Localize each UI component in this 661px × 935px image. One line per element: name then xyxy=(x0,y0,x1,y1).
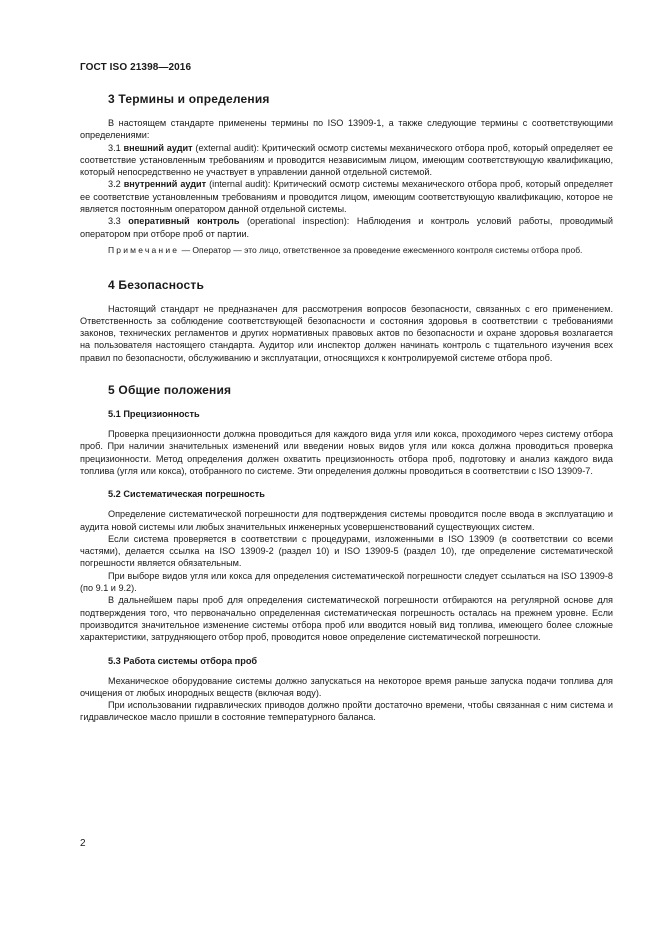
term-3-1-number: 3.1 xyxy=(108,142,124,153)
section-3-heading: 3 Термины и определения xyxy=(108,92,270,106)
note-label: Примечание xyxy=(108,244,180,255)
term-3-2-definition: (internal audit): Критический осмотр системы механического отбора проб, который определяет ее соответствие установленным требованиям и проводится лицом, имеющим соответствующую квалификацию, которое не является постоянным оператором данной отдельной системы. xyxy=(80,179,613,215)
section-3-intro: В настоящем стандарте применены термины по ISO 13909-1, а также следующие термины с соответствующими определениями: xyxy=(80,118,613,141)
term-3-2-number: 3.2 xyxy=(108,179,124,190)
subsection-5-3-heading: 5.3 Работа системы отбора проб xyxy=(108,655,258,666)
section-4-heading: 4 Безопасность xyxy=(108,277,205,292)
term-3-1 xyxy=(80,142,613,179)
subsection-5-1-paragraph: Проверка прецизионности должна проводиться для каждого вида угля или кокса, проходимого через систему отбора проб. При наличии значительных изменений или введении новых видов угля или кокса должна проводиться проверка прецизионности. Метод определения должен охватить прецизионность отбора проб, подготовку и анализ каждого вида топлива (угля или кокса), отобранного по системе. Эти определения должны проводиться в соответствии с ISO 13909-7. xyxy=(80,429,613,476)
section-4-paragraph: Настоящий стандарт не предназначен для рассмотрения вопросов безопасности, связанных с его применением. Ответственность за соблюдение соответствующей безопасности и состояния здоровья в соответствии с требованиями законов, технических регламентов и других нормативных правовых актов по безопасности и охране здоровья возлагается на пользователя настоящего стандарта. Аудитор или инспектор должен начинать контроль с тщательного изучения всех правил по безопасности, обслуживанию и эксплуатации, относящихся к контролируемой системе отбора проб. xyxy=(80,303,613,363)
page-number: 2 xyxy=(80,838,86,849)
section-3-note xyxy=(80,245,613,257)
section-5-heading: 5 Общие положения xyxy=(108,383,232,398)
running-header: ГОСТ ISO 21398—2016 xyxy=(80,62,192,73)
subsection-5-3-paragraph-1: Механическое оборудование системы должно запускаться на некоторое время раньше запуска подачи топлива для очищения от любых инородных веществ (включая воду). xyxy=(80,675,613,698)
subsection-5-2-paragraph-1: Определение систематической погрешности для подтверждения системы проводится после ввода в эксплуатацию и аудита новой системы или любых значительных инженерных усовершенствований существующих систем. xyxy=(80,509,613,532)
term-3-2-term: внутренний аудит xyxy=(123,179,207,190)
page-content xyxy=(80,92,613,724)
term-3-3-term: оперативный контроль xyxy=(128,216,240,227)
subsection-5-2-paragraph-4: В дальнейшем пары проб для определения систематической погрешности отбираются на регулярной основе для подтверждения того, что первоначально определенная систематическая погрешность осталась на прежнем уровне. Если производится значительное изменение системы отбора проб или вводится новый вид топлива, имеющего более сложные характеристики, затрудняющего отбор проб, проводится новое определение систематической погрешности. xyxy=(80,595,613,643)
subsection-5-2-paragraph-2: Если система проверяется в соответствии с процедурами, изложенными в ISO 13909 (в соответствии со всеми частями), делается ссылка на ISO 13909-2 (раздел 10) и ISO 13909-5 (раздел 10), где определение систематической погрешности является обязательным. xyxy=(80,533,613,569)
note-text: — Оператор — это лицо, ответственное за проведение ежесменного контроля системы отбора проб. xyxy=(179,244,583,255)
term-3-3 xyxy=(80,215,613,240)
term-3-1-definition: (external audit): Критический осмотр системы механического отбора проб, который определяет ее соответствие установленным требованиям и проводится независимым лицом, имеющим соответствующую квалификацию, который непосредственно не участвует в управлении данной отдельной системой. xyxy=(80,142,613,178)
term-3-1-term: внешний аудит xyxy=(123,142,193,153)
term-3-3-number: 3.3 xyxy=(108,216,129,227)
subsection-5-2-heading: 5.2 Систематическая погрешность xyxy=(108,489,265,500)
subsection-5-3-paragraph-2: При использовании гидравлических приводов должно пройти достаточно времени, чтобы связанная с ним система и гидравлическое масло пришли в состояние температурного баланса. xyxy=(80,700,613,723)
term-3-3-definition: (operational inspection): Наблюдения и контроль условий работы, проводимый оператором при отборе проб от партии. xyxy=(80,216,613,239)
subsection-5-1-heading: 5.1 Прецизионность xyxy=(108,409,200,420)
subsection-5-2-paragraph-3: При выборе видов угля или кокса для определения систематической погрешности следует ссылаться на ISO 13909-8 (по 9.1 и 9.2). xyxy=(80,570,613,594)
term-3-2 xyxy=(80,178,613,215)
